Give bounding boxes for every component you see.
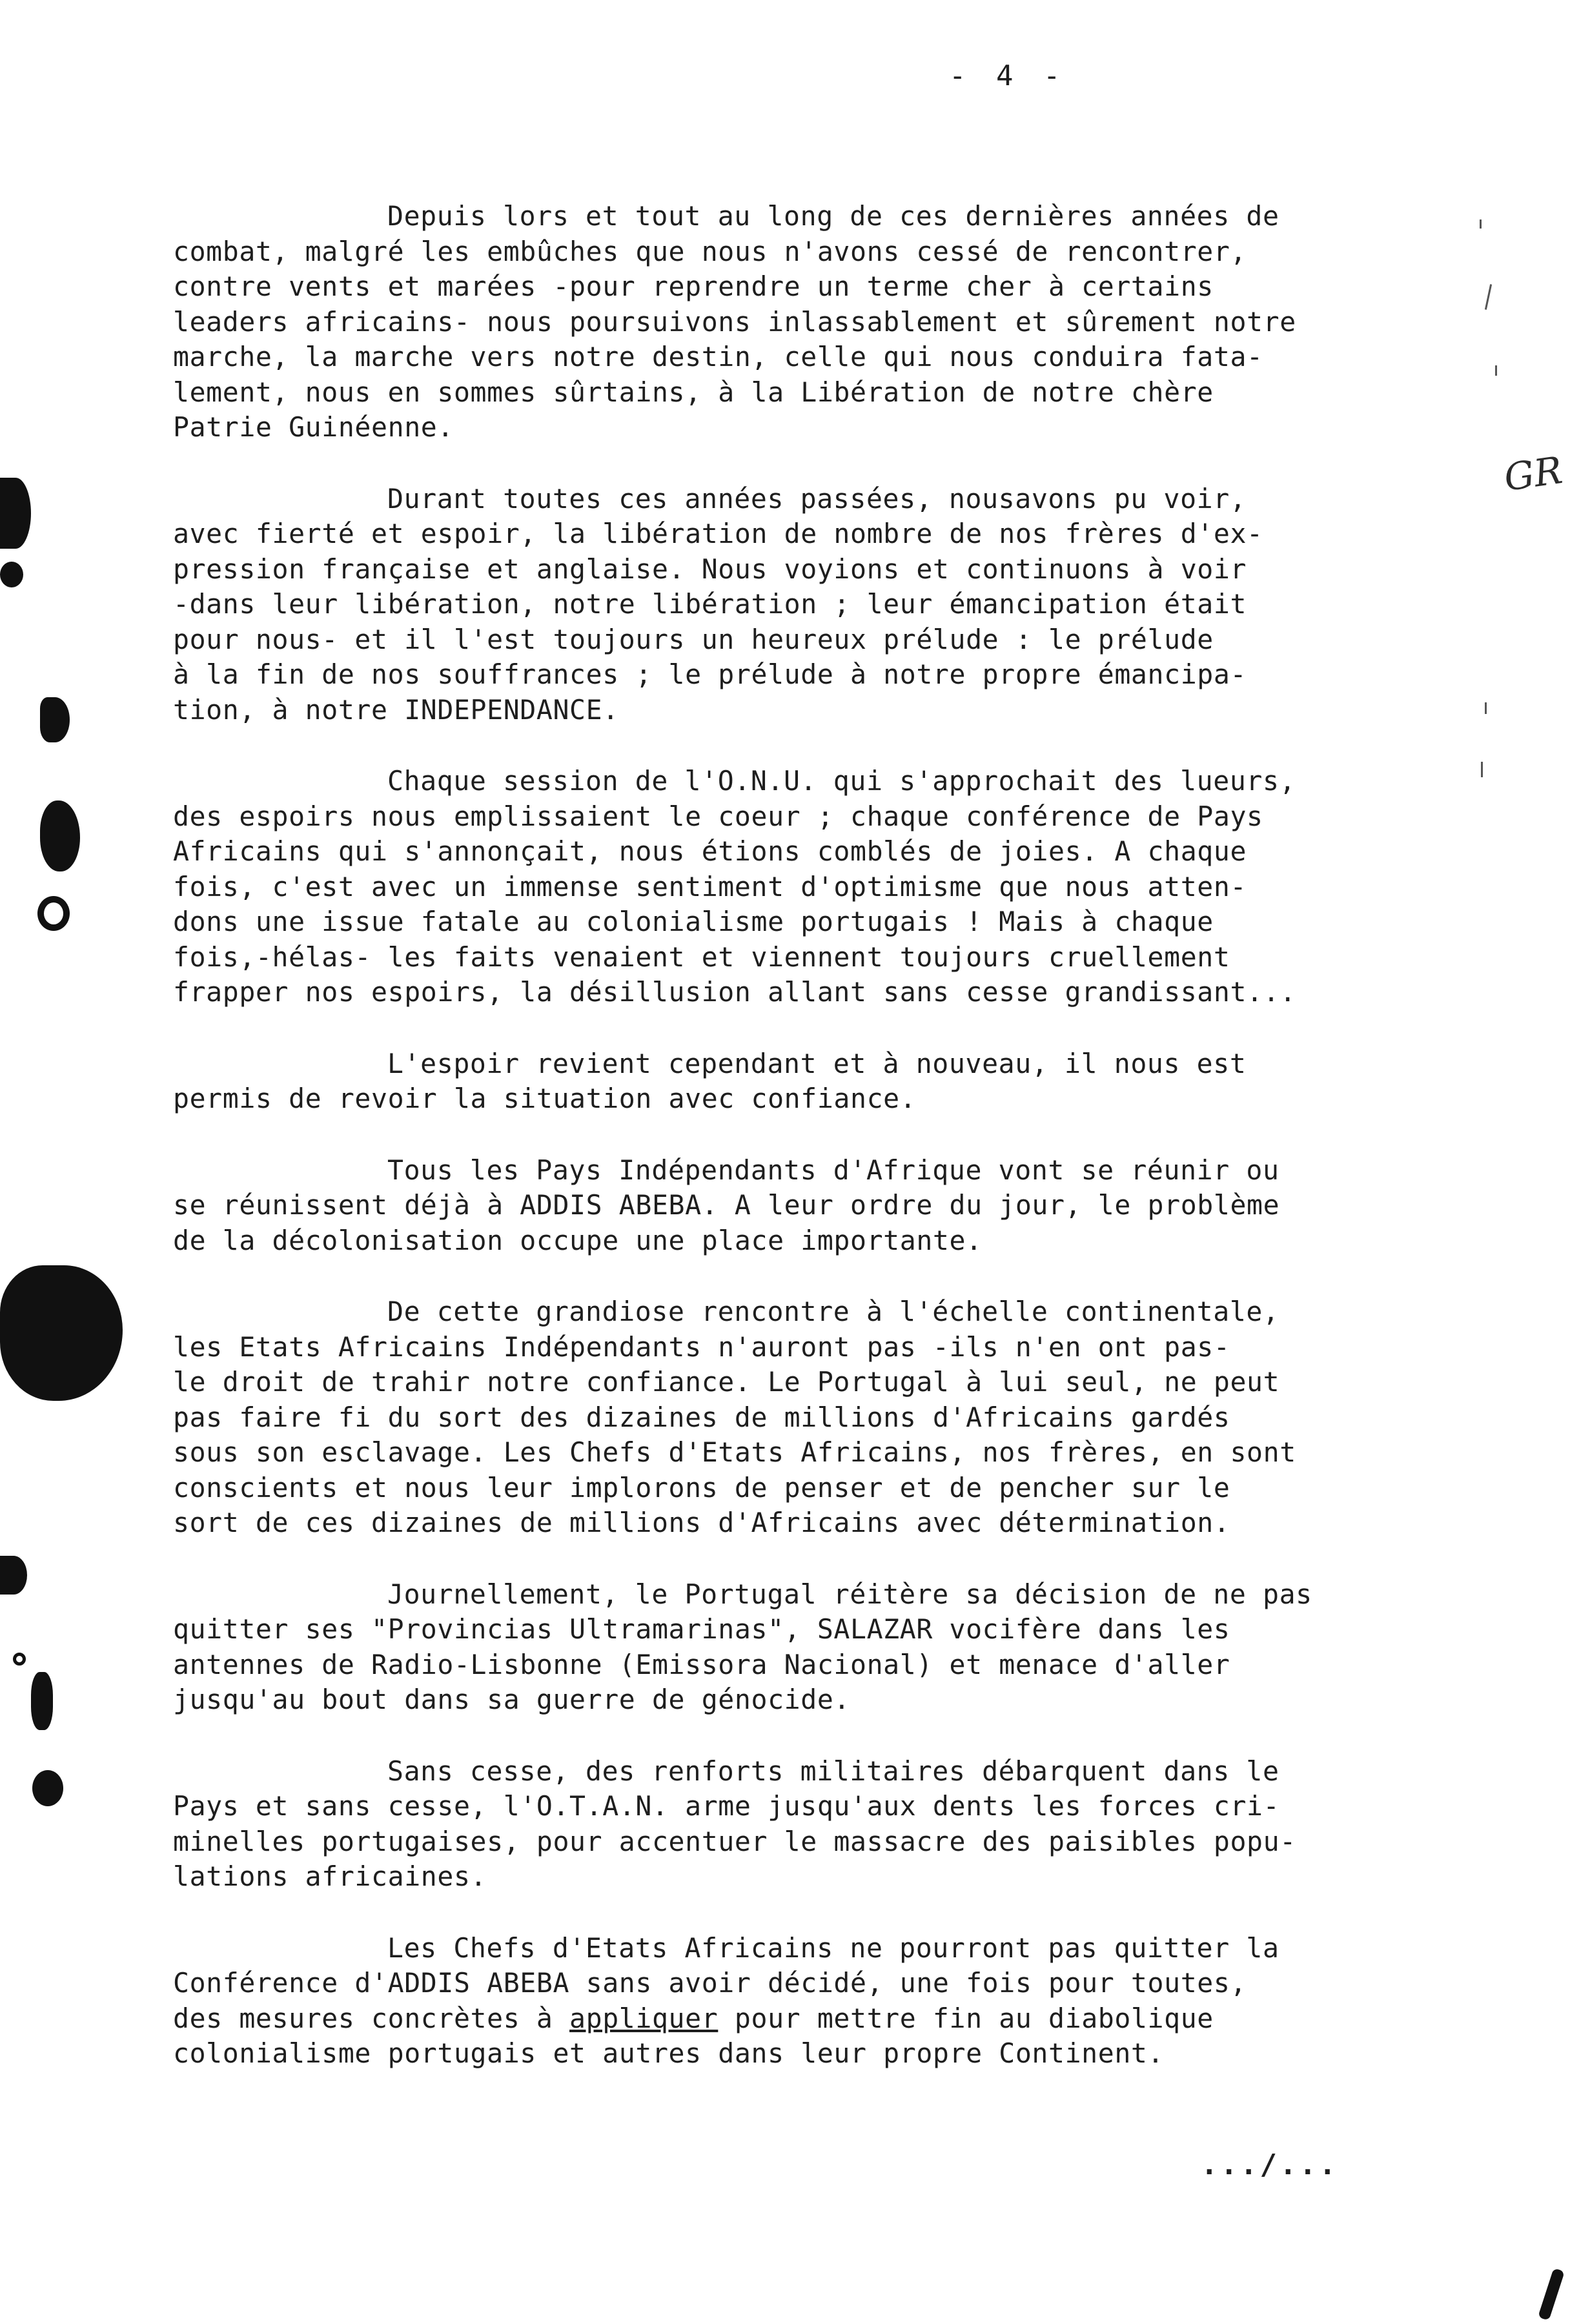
- text-line: tion, à notre INDEPENDANCE.: [173, 693, 619, 726]
- text-line: Durant toutes ces années passées, nousavons pu voir,: [387, 482, 1247, 515]
- punch-hole: [31, 1672, 53, 1730]
- text-line: Depuis lors et tout au long de ces dernières années de: [387, 200, 1279, 232]
- text-line: permis de revoir la situation avec confiance.: [173, 1083, 917, 1114]
- punch-hole: [40, 800, 80, 872]
- text-line: à la fin de nos souffrances ; le prélude à notre propre émancipa-: [173, 658, 1247, 690]
- text-line: dons une issue fatale au colonialisme portugais ! Mais à chaque: [173, 906, 1214, 937]
- text-line: Pays et sans cesse, l'O.T.A.N. arme jusqu'aux dents les forces cri-: [173, 1790, 1280, 1822]
- text-line: fois,-hélas- les faits venaient et viennent toujours cruellement: [173, 941, 1230, 973]
- underlined-word: appliquer: [569, 2002, 719, 2034]
- text-line: pour nous- et il l'est toujours un heureux prélude : le prélude: [173, 623, 1214, 655]
- margin-mark: [1495, 365, 1497, 376]
- text-line: fois, c'est avec un immense sentiment d'optimisme que nous atten-: [173, 870, 1247, 902]
- text-line: Africains qui s'annonçait, nous étions comblés de joies. A chaque: [173, 835, 1247, 867]
- text-line: de la décolonisation occupe une place importante.: [173, 1224, 983, 1256]
- paragraph: [173, 482, 1490, 728]
- text-line: Tous les Pays Indépendants d'Afrique vont se réunir ou: [387, 1154, 1279, 1186]
- text-line: lement, nous en sommes sûrtains, à la Libération de notre chère: [173, 376, 1214, 408]
- text-line: Conférence d'ADDIS ABEBA sans avoir décidé, une fois pour toutes,: [173, 1967, 1247, 1999]
- punch-hole: [0, 1265, 123, 1401]
- text-line: colonialisme portugais et autres dans leur propre Continent.: [173, 2037, 1165, 2069]
- paragraph: [173, 764, 1490, 1010]
- text-line: sort de ces dizaines de millions d'Africains avec détermination.: [173, 1507, 1230, 1538]
- page-number: - 4 -: [949, 59, 1067, 92]
- paragraph: [173, 1294, 1490, 1541]
- text-line: frapper nos espoirs, la désillusion allant sans cesse grandissant...: [173, 976, 1296, 1008]
- punch-hole: [0, 562, 23, 587]
- handwritten-initials: GR: [1501, 448, 1565, 500]
- letter-body: [173, 199, 1490, 2108]
- text-line: leaders africains- nous poursuivons inlassablement et sûrement notre: [173, 305, 1296, 338]
- text-line: antennes de Radio-Lisbonne (Emissora Nacional) et menace d'aller: [173, 1648, 1230, 1680]
- margin-mark: [1480, 219, 1482, 229]
- text-line: combat, malgré les embûches que nous n'avons cessé de rencontrer,: [173, 235, 1247, 267]
- continuation-mark: .../...: [1201, 2148, 1339, 2181]
- text-line: Sans cesse, des renforts militaires débarquent dans le: [387, 1755, 1279, 1787]
- punch-hole: [13, 1653, 26, 1666]
- text-line: les Etats Africains Indépendants n'auront pas -ils n'en ont pas-: [173, 1330, 1230, 1363]
- margin-mark: [1485, 702, 1487, 714]
- text-line: lations africaines.: [173, 1860, 487, 1892]
- text-line: minelles portugaises, pour accentuer le massacre des paisibles popu-: [173, 1825, 1296, 1857]
- text-line: avec fierté et espoir, la libération de nombre de nos frères d'ex-: [173, 518, 1263, 549]
- text-line: Les Chefs d'Etats Africains ne pourront pas quitter la: [387, 1932, 1279, 1964]
- margin-mark: [1481, 762, 1483, 777]
- text-line: quitter ses "Provincias Ultramarinas", SALAZAR vocifère dans les: [173, 1613, 1230, 1645]
- text-line: pression française et anglaise. Nous voyions et continuons à voir: [173, 553, 1247, 585]
- paragraph: [173, 1754, 1490, 1895]
- paragraph: [173, 1153, 1490, 1259]
- text-line: des espoirs nous emplissaient le coeur ; chaque conférence de Pays: [173, 800, 1263, 832]
- paragraph: [173, 1931, 1490, 2072]
- text-line: le droit de trahir notre confiance. Le Portugal à lui seul, ne peut: [173, 1366, 1280, 1398]
- paragraph: [173, 1577, 1490, 1718]
- text-line: jusqu'au bout dans sa guerre de génocide.: [173, 1684, 850, 1715]
- text-line: -dans leur libération, notre libération ; leur émancipation était: [173, 588, 1247, 620]
- text-line: Patrie Guinéenne.: [173, 411, 454, 443]
- paragraph: [173, 1046, 1490, 1117]
- punch-hole: [0, 1556, 27, 1595]
- text-line: des mesures concrètes à appliquer pour mettre fin au diabolique: [173, 2002, 1214, 2034]
- text-line: Journellement, le Portugal réitère sa décision de ne pas: [387, 1578, 1312, 1610]
- punch-hole: [32, 1770, 63, 1806]
- text-line: sous son esclavage. Les Chefs d'Etats Africains, nos frères, en sont: [173, 1436, 1296, 1468]
- text-line: contre vents et marées -pour reprendre un terme cher à certains: [173, 270, 1214, 302]
- text-line: conscients et nous leur implorons de penser et de pencher sur le: [173, 1471, 1230, 1503]
- punch-hole: [40, 697, 70, 742]
- text-line: se réunissent déjà à ADDIS ABEBA. A leur ordre du jour, le problème: [173, 1189, 1280, 1221]
- text-line: pas faire fi du sort des dizaines de millions d'Africains gardés: [173, 1401, 1230, 1433]
- corner-mark: [1538, 2268, 1565, 2321]
- text-line: Chaque session de l'O.N.U. qui s'approchait des lueurs,: [387, 765, 1296, 797]
- paragraph: [173, 199, 1490, 445]
- punch-hole: [37, 896, 70, 931]
- text-line: marche, la marche vers notre destin, celle qui nous conduira fata-: [173, 341, 1263, 372]
- punch-hole: [0, 478, 31, 549]
- text-line: L'espoir revient cependant et à nouveau, il nous est: [387, 1047, 1247, 1079]
- text-line: De cette grandiose rencontre à l'échelle continentale,: [387, 1296, 1279, 1327]
